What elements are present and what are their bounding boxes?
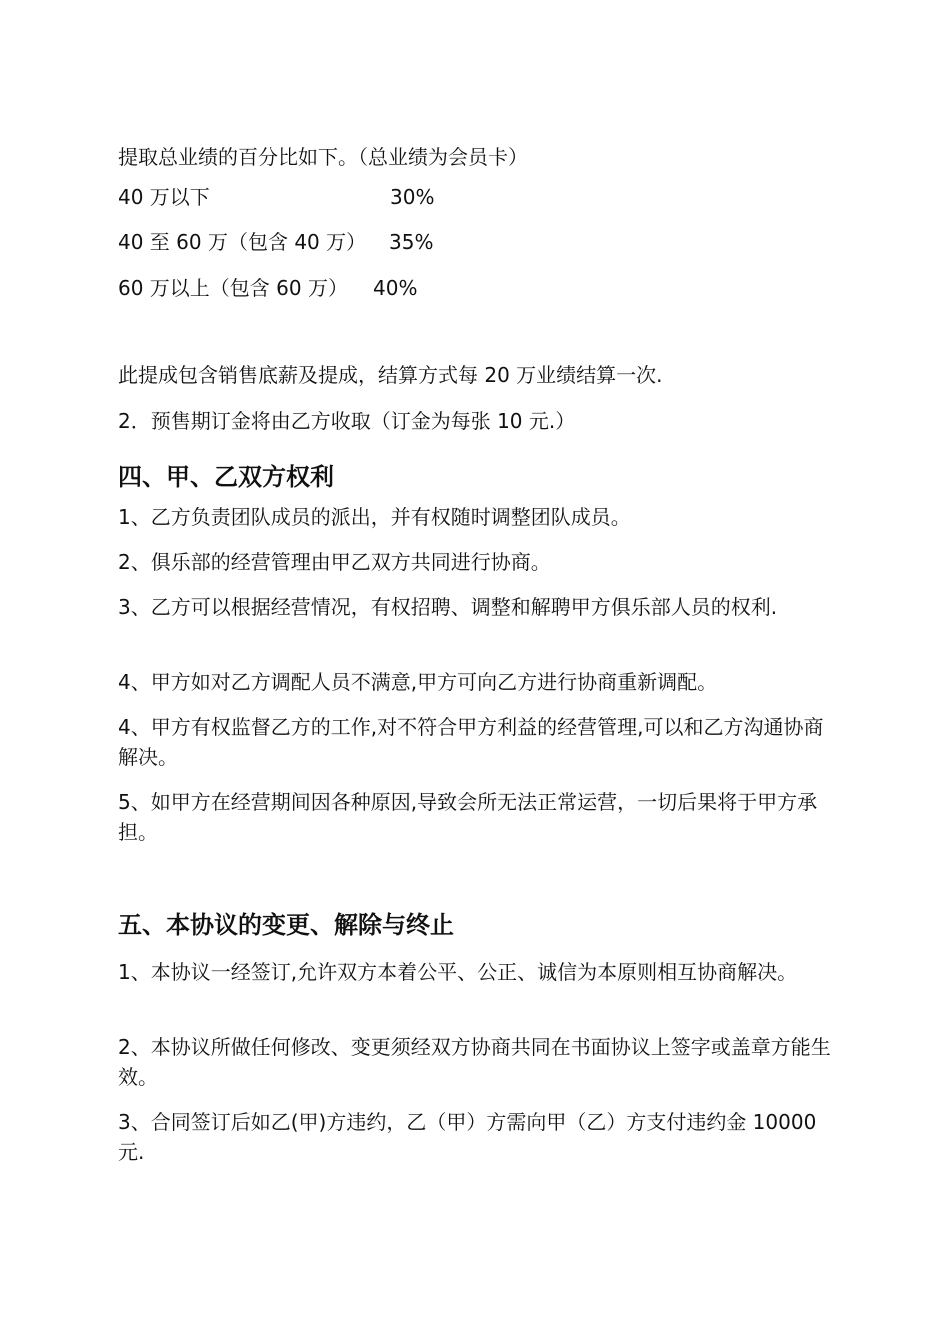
commission-intro: 提取总业绩的百分比如下。（总业绩为会员卡） — [118, 145, 528, 169]
rate-value-tier-1: 30% — [390, 185, 435, 209]
section-5-item-3: 3、合同签订后如乙(甲)方违约，乙（甲）方需向甲（乙）方支付违约金 10000 元. — [118, 1110, 817, 1164]
rate-label-tier-2: 40 至 60 万（包含 40 万） — [118, 230, 367, 254]
section-4-item-3: 3、乙方可以根据经营情况，有权招聘、调整和解聘甲方俱乐部人员的权利. — [118, 595, 778, 619]
section-4-item-2: 2、俱乐部的经营管理由甲乙双方共同进行协商。 — [118, 550, 551, 574]
rate-value-tier-2: 35% — [389, 230, 434, 254]
section-5-item-1: 1、本协议一经签订,允许双方本着公平、公正、诚信为本原则相互协商解决。 — [118, 960, 798, 984]
section-5-item-2: 2、本协议所做任何修改、变更须经双方协商共同在书面协议上签字或盖章方能生效。 — [118, 1035, 831, 1089]
deposit-note: 2．预售期订金将由乙方收取（订金为每张 10 元.） — [118, 409, 576, 433]
section-4-heading: 四、甲、乙双方权利 — [118, 463, 334, 491]
section-4-item-4: 4、甲方如对乙方调配人员不满意,甲方可向乙方进行协商重新调配。 — [118, 670, 718, 694]
section-4-item-5: 4、甲方有权监督乙方的工作,对不符合甲方利益的经营管理,可以和乙方沟通协商解决。 — [118, 715, 824, 769]
section-5-heading: 五、本协议的变更、解除与终止 — [118, 911, 454, 939]
rate-value-tier-3: 40% — [373, 276, 418, 300]
rate-label-tier-3: 60 万以上（包含 60 万） — [118, 276, 348, 300]
section-4-item-6: 5、如甲方在经营期间因各种原因,导致会所无法正常运营，一切后果将于甲方承担。 — [118, 790, 818, 844]
settlement-note: 此提成包含销售底薪及提成，结算方式每 20 万业绩结算一次. — [118, 363, 663, 387]
rate-label-tier-1: 40 万以下 — [118, 185, 210, 209]
section-4-item-1: 1、乙方负责团队成员的派出，并有权随时调整团队成员。 — [118, 505, 631, 529]
